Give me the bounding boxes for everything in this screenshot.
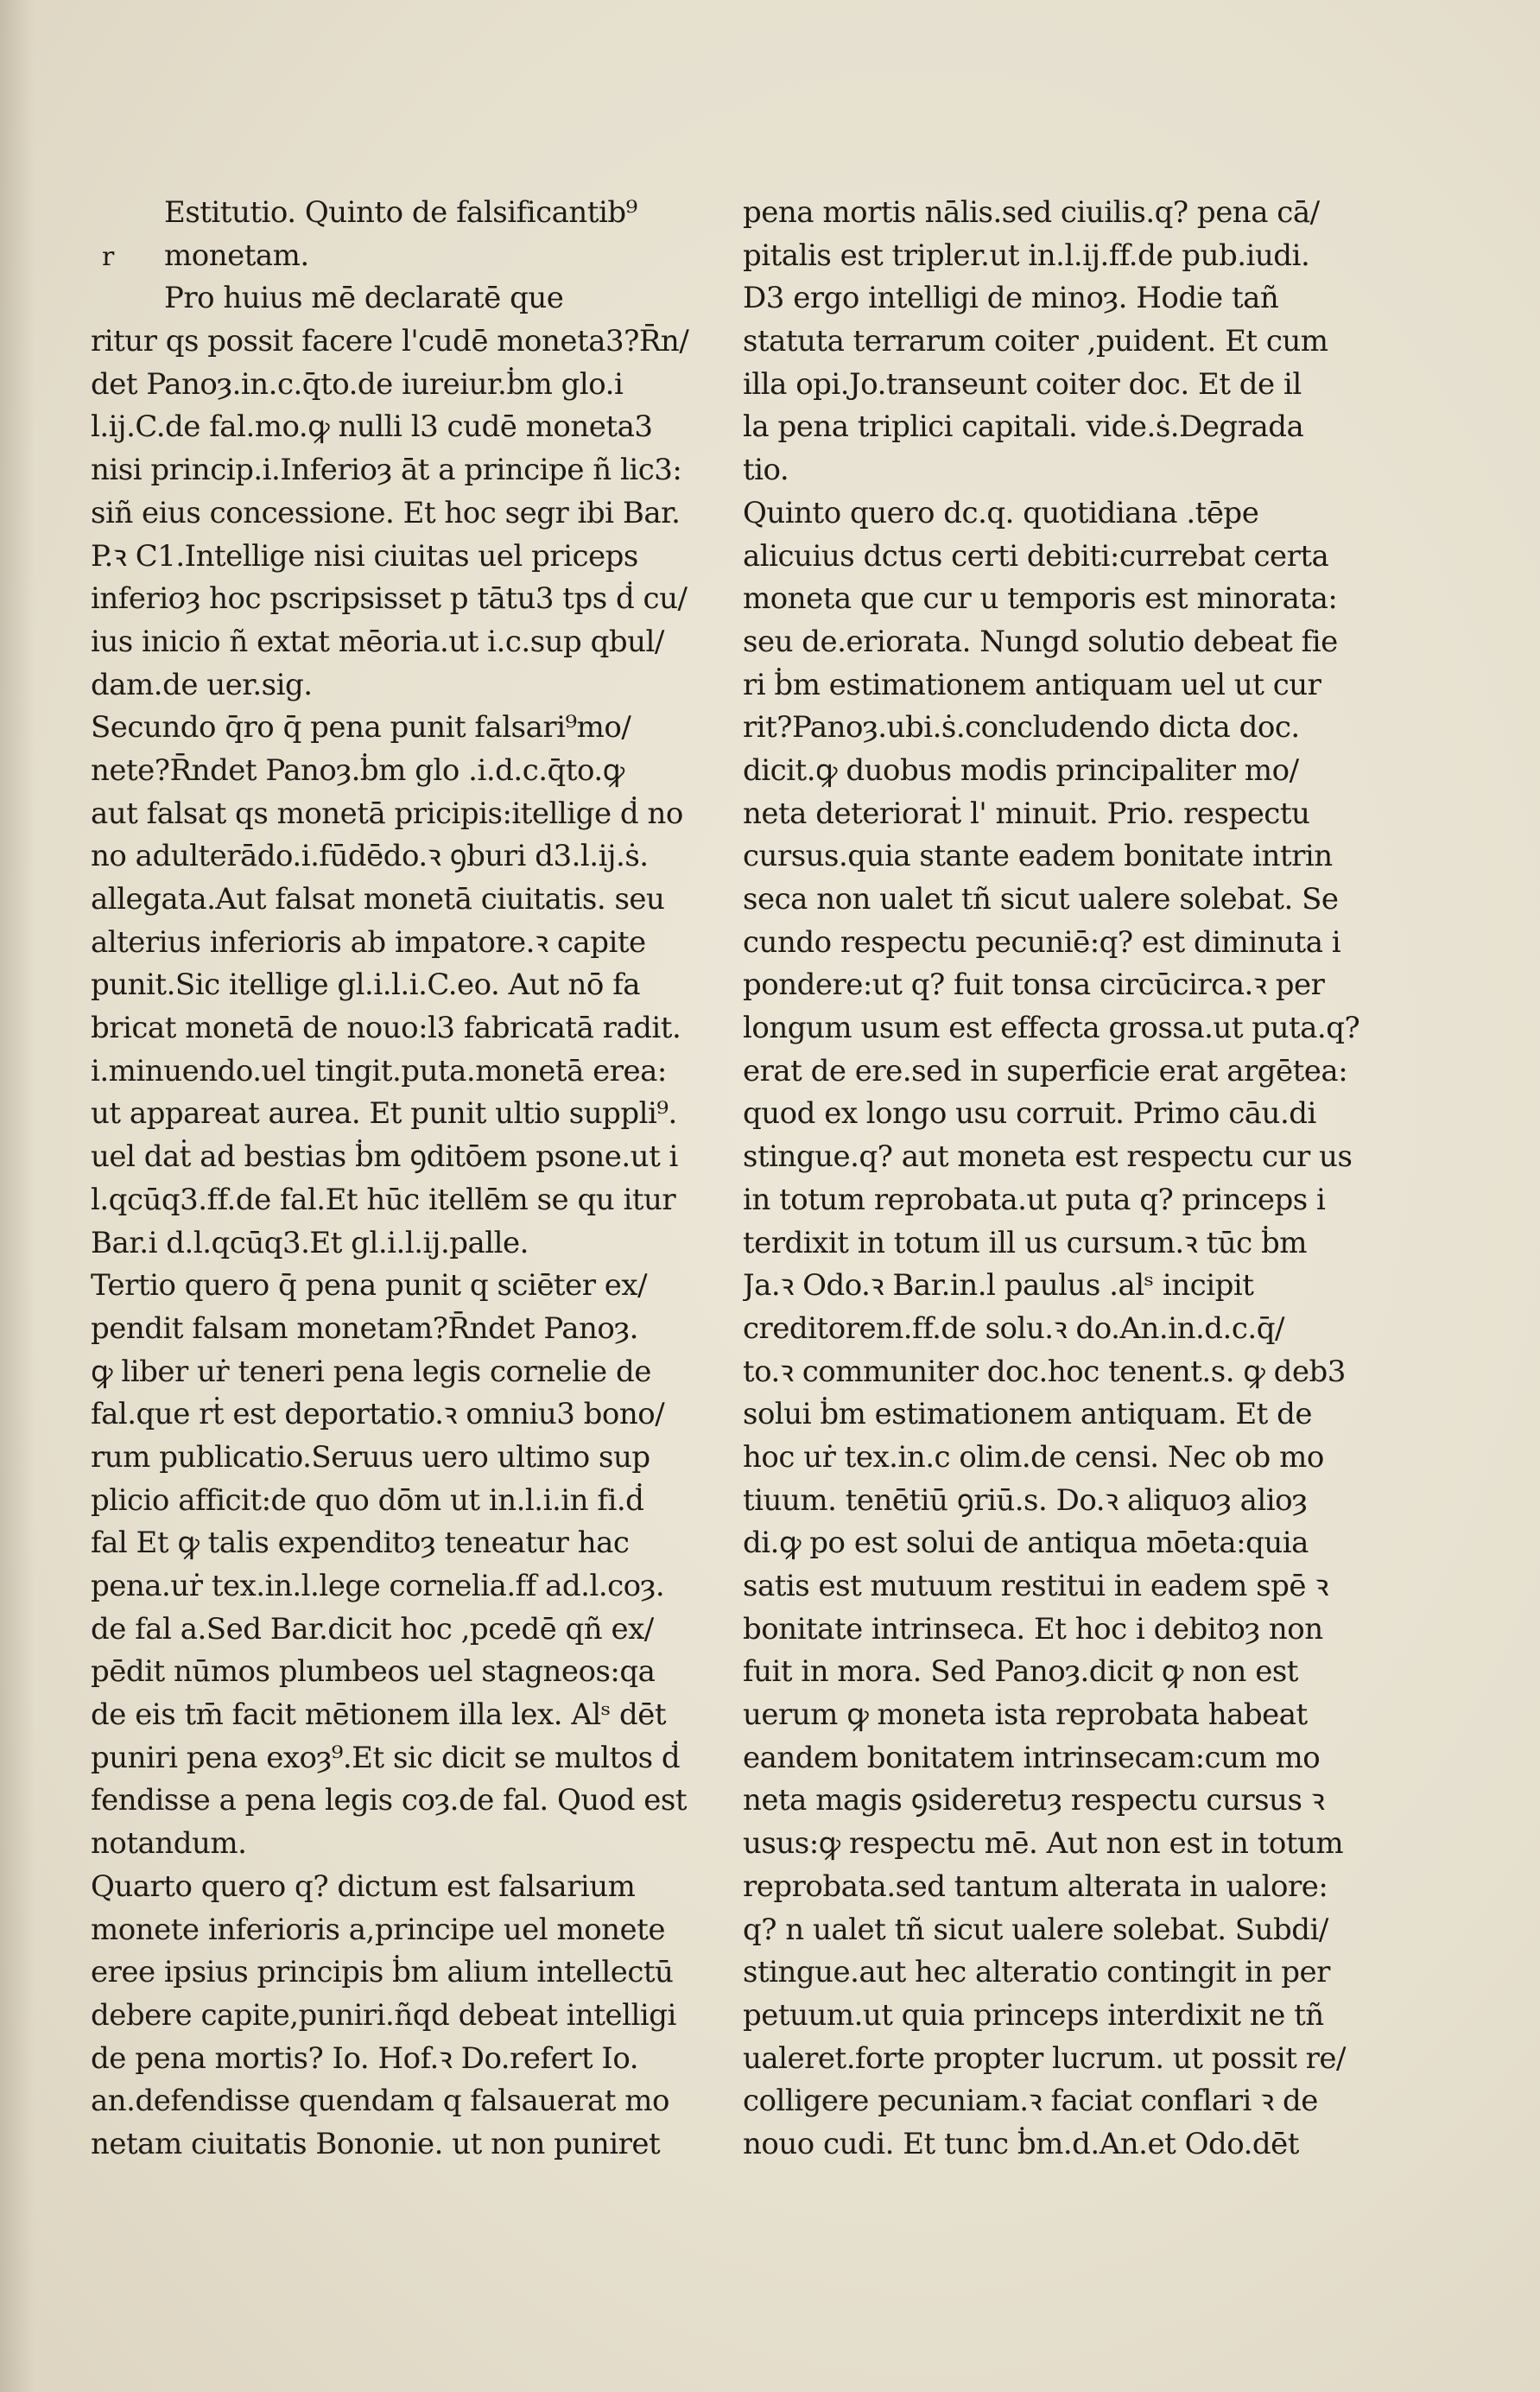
text-line: longum usum est effecta grossa.ut puta.q? bbox=[743, 1011, 1360, 1046]
text-line: tio. bbox=[743, 453, 789, 488]
right-text-column bbox=[743, 192, 1378, 2167]
text-line: Quinto quero dc.q. quotidiana .tēpe bbox=[743, 495, 1259, 530]
text-line: tiuum. tenētiū ꝯriū.s. Do.ꝛ aliquoȝ alioȝ bbox=[743, 1482, 1308, 1518]
text-line: Secundo q̄ro q̄ pena punit falsari⁹mo/ bbox=[91, 710, 631, 746]
text-line: ualeret.forte propter lucrum. ut possit re/ bbox=[743, 2040, 1346, 2076]
text-line: uerum ꝙ moneta ista reprobata habeat bbox=[743, 1697, 1308, 1733]
text-line: monetam. bbox=[164, 238, 309, 273]
text-line: ius inicio ñ extat mēoria.ut i.c.sup qbul/ bbox=[91, 624, 664, 659]
text-line: ꝙ liber uṙ teneri pena legis cornelie de bbox=[91, 1354, 651, 1389]
text-line: ut appareat aurea. Et punit ultio suppli⁹. bbox=[91, 1096, 677, 1132]
text-line: eree ipsius principis ḃm alium intellectū bbox=[91, 1955, 674, 1990]
text-line: creditorem.ff.de solu.ꝛ do.An.in.d.c.q̄/ bbox=[743, 1310, 1284, 1346]
text-line: pendit falsam monetam?R̄ndet Panoȝ. bbox=[91, 1310, 638, 1346]
text-line: bricat monetā de nouo:l3 fabricatā radit. bbox=[91, 1011, 681, 1046]
text-line: eandem bonitatem intrinsecam:cum mo bbox=[743, 1740, 1321, 1775]
text-line: neta magis ꝯsideretuȝ respectu cursus ꝛ bbox=[743, 1783, 1325, 1818]
text-line: no adulterādo.i.fūdēdo.ꝛ ꝯburi d3.l.ij.ṡ. bbox=[91, 839, 649, 874]
text-line: alterius inferioris ab impatore.ꝛ capite bbox=[91, 924, 646, 960]
text-line: di.ꝙ po est solui de antiqua mōeta:quia bbox=[743, 1526, 1309, 1561]
text-line: l.ij.C.de fal.mo.ꝙ nulli l3 cudē moneta3 bbox=[91, 409, 653, 445]
text-line: puniri pena exoȝ⁹.Et sic dicit se multos ḋ bbox=[91, 1740, 681, 1775]
text-line: stingue.q? aut moneta est respectu cur us bbox=[743, 1139, 1353, 1175]
text-line: to.ꝛ communiter doc.hoc tenent.s. ꝙ deb3 bbox=[743, 1354, 1346, 1389]
text-line: i.minuendo.uel tingit.puta.monetā erea: bbox=[91, 1053, 667, 1088]
marginal-mark: r bbox=[102, 242, 115, 272]
text-line: nete?R̄ndet Panoȝ.ḃm glo .i.d.c.q̄to.ꝙ bbox=[91, 752, 624, 788]
text-line: hoc uṙ tex.in.c olim.de censi. Nec ob mo bbox=[743, 1439, 1324, 1475]
text-line: neta deterioraṫ l' minuit. Prio. respectu bbox=[743, 796, 1310, 831]
text-line: terdixit in totum ill us cursum.ꝛ tūc ḃm bbox=[743, 1225, 1308, 1260]
text-line: nisi princip.i.Inferioȝ āt a principe ñ lic3: bbox=[91, 453, 682, 488]
text-line: fuit in mora. Sed Panoȝ.dicit ꝙ non est bbox=[743, 1654, 1298, 1690]
text-line: in totum reprobata.ut puta q? princeps i bbox=[743, 1182, 1326, 1217]
text-line: pondere:ut q? fuit tonsa circūcirca.ꝛ per bbox=[743, 968, 1325, 1003]
text-line: stingue.aut hec alteratio contingit in per bbox=[743, 1955, 1330, 1990]
text-line: seca non ualet tñ sicut ualere solebat. Se bbox=[743, 882, 1339, 917]
text-line: cursus.quia stante eadem bonitate intrin bbox=[743, 839, 1333, 874]
text-line: usus:ꝙ respectu mē. Aut non est in totum bbox=[743, 1826, 1344, 1862]
text-line: P.ꝛ C1.Intellige nisi ciuitas uel priceps bbox=[91, 538, 638, 574]
text-line: quod ex longo usu corruit. Primo cāu.di bbox=[743, 1096, 1316, 1132]
text-line: q? n ualet tñ sicut ualere solebat. Subdi/ bbox=[743, 1912, 1328, 1947]
text-line: solui ḃm estimationem antiquam. Et de bbox=[743, 1397, 1313, 1432]
text-line: pitalis est tripler.ut in.l.ij.ff.de pub.iudi. bbox=[743, 238, 1310, 273]
text-line: Tertio quero q̄ pena punit q sciēter ex/ bbox=[91, 1268, 648, 1304]
text-line: seu de.eriorata. Nungd solutio debeat fie bbox=[743, 624, 1338, 659]
text-line: dicit.ꝙ duobus modis principaliter mo/ bbox=[743, 752, 1299, 788]
text-line: punit.Sic itellige gl.i.l.i.C.eo. Aut nō fa bbox=[91, 968, 641, 1003]
text-line: siñ eius concessione. Et hoc segr ibi Bar. bbox=[91, 495, 681, 530]
text-line: fal.que rṫ est deportatio.ꝛ omniu3 bono/ bbox=[91, 1397, 665, 1432]
text-line: de pena mortis? Io. Hof.ꝛ Do.refert Io. bbox=[91, 2040, 639, 2076]
text-line: dam.de uer.sig. bbox=[91, 667, 313, 702]
text-line: moneta que cur u temporis est minorata: bbox=[743, 581, 1338, 617]
text-line: statuta terrarum coiter ,puident. Et cum bbox=[743, 324, 1328, 359]
text-line: colligere pecuniam.ꝛ faciat conflari ꝛ de bbox=[743, 2084, 1318, 2119]
text-line: inferioȝ hoc pscripsisset p tātu3 tps ḋ cu/ bbox=[91, 581, 688, 617]
text-line: satis est mutuum restitui in eadem spē ꝛ bbox=[743, 1569, 1328, 1603]
text-line: l.qcūq3.ff.de fal.Et hūc itellēm se qu itur bbox=[91, 1182, 676, 1217]
text-line: Quarto quero q? dictum est falsarium bbox=[91, 1869, 636, 1904]
text-line: fendisse a pena legis coȝ.de fal. Quod est bbox=[91, 1783, 688, 1818]
text-line: bonitate intrinseca. Et hoc i debitoȝ non bbox=[743, 1611, 1323, 1646]
text-line: pena mortis nālis.sed ciuilis.q? pena cā/ bbox=[743, 195, 1320, 230]
text-line: la pena triplici capitali. vide.ṡ.Degrada bbox=[743, 409, 1304, 445]
text-line: Ja.ꝛ Odo.ꝛ Bar.in.l paulus .alˢ incipit bbox=[743, 1268, 1254, 1304]
text-line: det Panoȝ.in.c.q̄to.de iureiur.ḃm glo.i bbox=[91, 366, 624, 402]
text-line: alicuius dctus certi debiti:currebat certa bbox=[743, 538, 1329, 574]
text-line: reprobata.sed tantum alterata in ualore: bbox=[743, 1869, 1328, 1904]
text-line: petuum.ut quia princeps interdixit ne tñ bbox=[743, 1997, 1324, 2033]
text-line: de fal a.Sed Bar.dicit hoc ,pcedē qñ ex/ bbox=[91, 1611, 654, 1646]
text-line: plicio afficit:de quo dōm ut in.l.i.in fi.ḋ bbox=[91, 1482, 644, 1518]
text-line: erat de ere.sed in superficie erat argētea: bbox=[743, 1053, 1348, 1088]
text-line: ri ḃm estimationem antiquam uel ut cur bbox=[743, 667, 1321, 702]
text-line: Estitutio. Quinto de falsificantib⁹ bbox=[164, 195, 637, 230]
text-line: D3 ergo intelligi de minoȝ. Hodie tañ bbox=[743, 281, 1279, 316]
text-line: Bar.i d.l.qcūq3.Et gl.i.l.ij.palle. bbox=[91, 1225, 529, 1260]
text-line: allegata.Aut falsat monetā ciuitatis. seu bbox=[91, 882, 665, 917]
text-line: illa opi.Jo.transeunt coiter doc. Et de il bbox=[743, 366, 1302, 402]
text-line: aut falsat qs monetā pricipis:itellige ḋ no bbox=[91, 796, 683, 831]
text-line: uel daṫ ad bestias ḃm ꝯditōem psone.ut i bbox=[91, 1139, 678, 1175]
text-line: notandum. bbox=[91, 1826, 247, 1862]
text-line: cundo respectu pecuniē:q? est diminuta i bbox=[743, 924, 1341, 960]
text-line: fal Et ꝙ talis expenditoȝ teneatur hac bbox=[91, 1526, 630, 1561]
text-line: netam ciuitatis Bononie. ut non puniret bbox=[91, 2126, 661, 2161]
text-line: rit?Panoȝ.ubi.ṡ.concludendo dicta doc. bbox=[743, 710, 1300, 746]
text-line: de eis tm̄ facit mētionem illa lex. Alˢ dēt bbox=[91, 1697, 667, 1733]
text-line: an.defendisse quendam q falsauerat mo bbox=[91, 2084, 669, 2119]
text-line: nouo cudi. Et tunc ḃm.d.An.et Odo.dēt bbox=[743, 2126, 1299, 2161]
text-line: pēdit nūmos plumbeos uel stagneos:qa bbox=[91, 1654, 656, 1690]
text-line: Pro huius mē declaratē que bbox=[164, 281, 564, 316]
left-text-column bbox=[91, 192, 695, 2167]
text-line: ritur qs possit facere l'cudē moneta3?R̄n/ bbox=[91, 324, 689, 359]
text-line: pena.uṙ tex.in.l.lege cornelia.ff ad.l.coȝ. bbox=[91, 1569, 665, 1603]
text-line: rum publicatio.Seruus uero ultimo sup bbox=[91, 1439, 650, 1475]
text-line: monete inferioris a,principe uel monete bbox=[91, 1912, 665, 1947]
text-line: debere capite,puniri.ñqd debeat intelligi bbox=[91, 1997, 676, 2033]
